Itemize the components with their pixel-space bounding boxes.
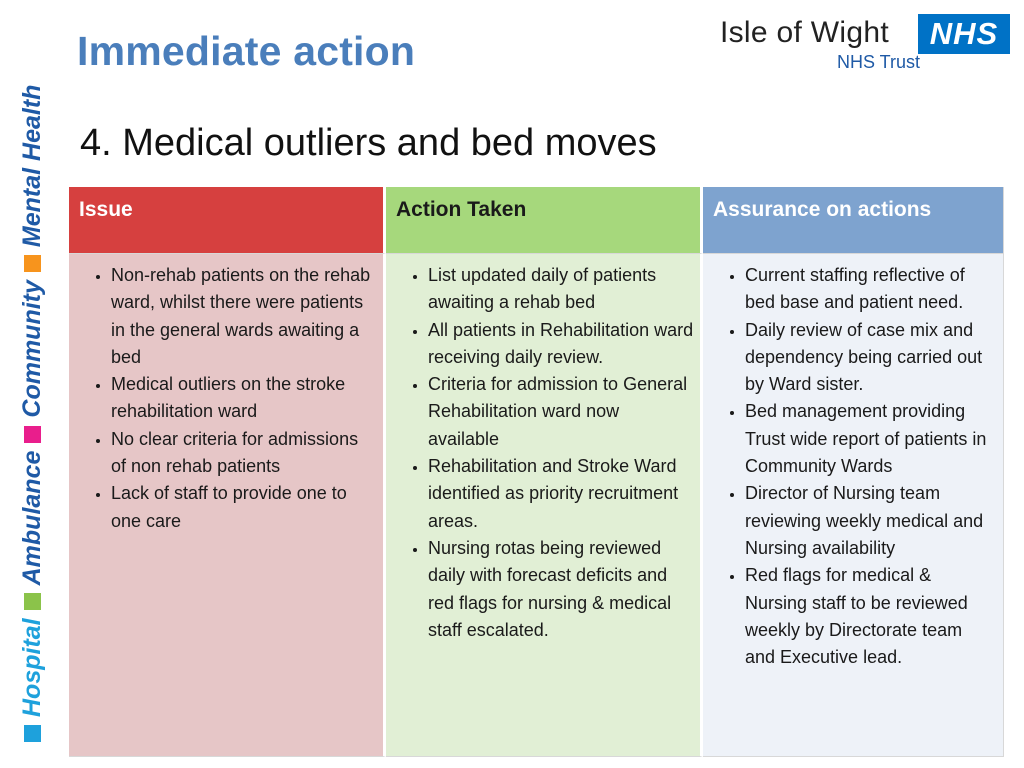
list-item: • Nursing rotas being reviewed daily with forecast deficits and red flags for nursing & medical staff escalated. — [428, 535, 694, 644]
side-banner-strip — [14, 85, 50, 750]
header-assurance: Assurance on actions — [703, 187, 1004, 254]
banner-square-icon — [24, 255, 41, 272]
nhs-logo-box: NHS — [918, 14, 1010, 54]
list-item: • Non-rehab patients on the rehab ward, whilst there were patients in the general wards awaiting a bed — [111, 262, 377, 371]
issue-cell — [69, 254, 386, 757]
slide-title: Immediate action — [77, 28, 416, 74]
action-list — [386, 262, 694, 644]
header-issue: Issue — [69, 187, 386, 254]
assurance-cell — [703, 254, 1004, 757]
list-item: • Criteria for admission to General Rehabilitation ward now available — [428, 371, 694, 453]
header-action-taken: Action Taken — [386, 187, 703, 254]
list-item: • All patients in Rehabilitation ward receiving daily review. — [428, 317, 694, 372]
nhs-trust-logo — [720, 10, 1016, 76]
list-item: • Current staffing reflective of bed base and patient need. — [745, 262, 997, 317]
banner-label: Hospital — [18, 618, 46, 717]
assurance-list — [703, 262, 997, 671]
banner-label: Community — [18, 280, 46, 418]
issue-list — [69, 262, 377, 535]
list-item: • Red flags for medical & Nursing staff to be reviewed weekly by Directorate team and Executive lead. — [745, 562, 997, 671]
list-item: • Bed management providing Trust wide report of patients in Community Wards — [745, 398, 997, 480]
list-item: • Rehabilitation and Stroke Ward identified as priority recruitment areas. — [428, 453, 694, 535]
logo-org-name: Isle of Wight — [720, 16, 889, 49]
banner-square-icon — [24, 426, 41, 443]
list-item: • List updated daily of patients awaiting a rehab bed — [428, 262, 694, 317]
logo-trust-label: NHS Trust — [836, 52, 920, 72]
action-cell — [386, 254, 703, 757]
side-banner — [14, 20, 50, 750]
list-item: • Lack of staff to provide one to one care — [111, 480, 377, 535]
list-item: • Daily review of case mix and dependency being carried out by Ward sister. — [745, 317, 997, 399]
list-item: • Medical outliers on the stroke rehabilitation ward — [111, 371, 377, 426]
banner-square-icon — [24, 593, 41, 610]
slide-subtitle: 4. Medical outliers and bed moves — [80, 122, 657, 164]
banner-label: Mental Health — [18, 84, 46, 248]
list-item: • Director of Nursing team reviewing weekly medical and Nursing availability — [745, 480, 997, 562]
banner-label: Ambulance — [18, 450, 46, 586]
action-table — [69, 187, 1004, 757]
list-item: • No clear criteria for admissions of non rehab patients — [111, 426, 377, 481]
banner-square-icon — [24, 725, 41, 742]
